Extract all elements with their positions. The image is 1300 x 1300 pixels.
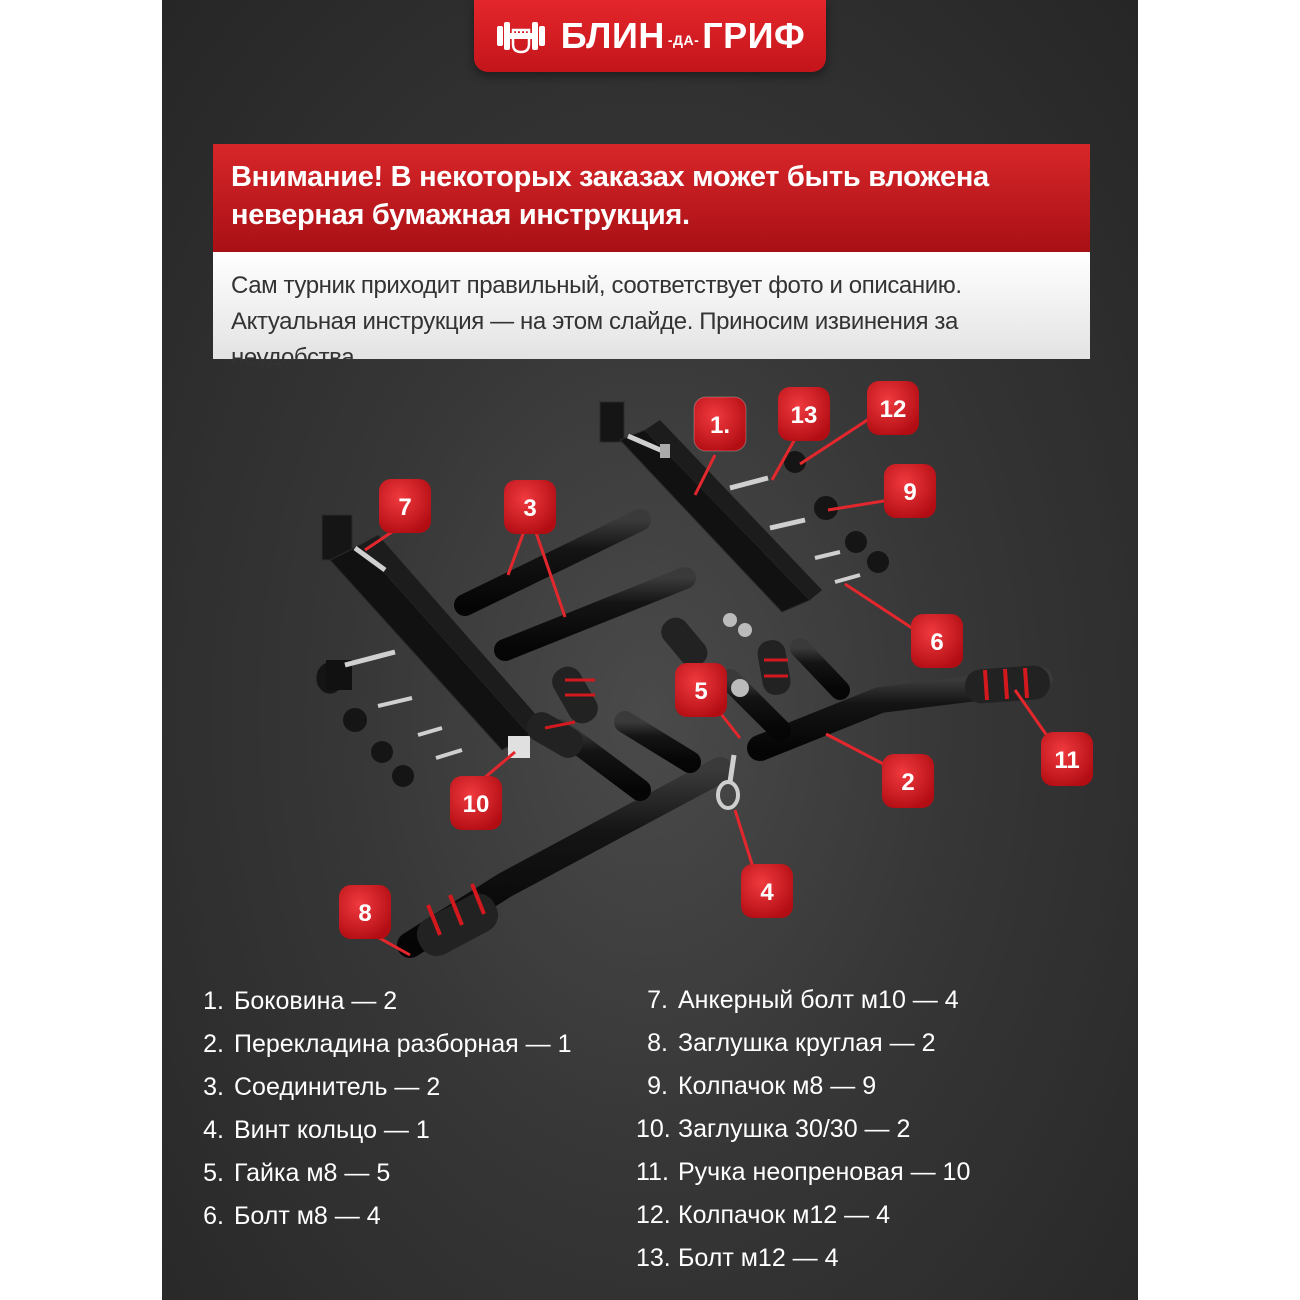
item-number: 9. xyxy=(647,1072,668,1100)
item-number: 2. xyxy=(203,1030,224,1058)
callout-2-label: 2 xyxy=(901,769,915,796)
callout-4-label: 4 xyxy=(760,879,774,906)
callout-12 xyxy=(867,381,919,435)
warning-body: Сам турник приходит правильный, соответствует фото и описанию. Актуальная инструкция — на этом слайде. Приносим извинения за неудобства. xyxy=(213,252,1090,359)
item-label: Винт кольцо — 1 xyxy=(234,1116,430,1144)
brand-part3: ГРИФ xyxy=(702,15,806,56)
brand-part2: -ДА- xyxy=(667,32,700,48)
list-item xyxy=(200,980,571,1023)
item-label: Соединитель — 2 xyxy=(234,1073,441,1101)
item-number: 4. xyxy=(203,1116,224,1144)
item-number: 5. xyxy=(203,1159,224,1187)
callout-6 xyxy=(911,614,963,668)
callout-6-label: 6 xyxy=(930,629,944,656)
item-label: Боковина — 2 xyxy=(234,987,398,1015)
item-label: Болт м8 — 4 xyxy=(234,1202,381,1230)
item-number: 8. xyxy=(647,1029,668,1057)
list-item xyxy=(636,979,970,1022)
dumbbell-fist-icon xyxy=(495,16,547,56)
callout-2 xyxy=(882,754,934,808)
callout-8 xyxy=(339,885,391,939)
list-item xyxy=(200,1066,571,1109)
list-item xyxy=(636,1022,970,1065)
callout-12-label: 12 xyxy=(879,396,907,423)
list-item xyxy=(200,1152,571,1195)
list-item xyxy=(636,1194,970,1237)
item-label: Колпачок м12 — 4 xyxy=(678,1201,890,1229)
brand-name xyxy=(561,15,806,57)
brand-part1: БЛИН xyxy=(560,15,665,56)
callout-3 xyxy=(504,480,556,534)
assembly-diagram xyxy=(162,370,1138,980)
item-label: Гайка м8 — 5 xyxy=(234,1159,391,1187)
warning-title: Внимание! В некоторых заказах может быть вложена неверная бумажная инструкция. xyxy=(213,144,1090,252)
list-item xyxy=(636,1108,970,1151)
list-item xyxy=(636,1151,970,1194)
item-label: Заглушка круглая — 2 xyxy=(678,1029,936,1057)
list-item xyxy=(636,1237,970,1280)
callout-10 xyxy=(450,776,502,830)
item-number: 13. xyxy=(636,1244,671,1272)
callout-1 xyxy=(694,397,746,451)
parts-list-right xyxy=(636,979,970,1280)
callout-11-label: 11 xyxy=(1054,747,1080,774)
list-item xyxy=(636,1065,970,1108)
callout-10-label: 10 xyxy=(462,791,490,818)
callout-5 xyxy=(675,663,727,717)
callout-11 xyxy=(1041,732,1093,786)
callout-9 xyxy=(884,464,936,518)
callout-5-label: 5 xyxy=(694,678,708,705)
item-number: 12. xyxy=(636,1201,671,1229)
item-label: Ручка неопреновая — 10 xyxy=(678,1158,971,1186)
list-item xyxy=(200,1195,571,1238)
item-label: Колпачок м8 — 9 xyxy=(678,1072,877,1100)
callout-7 xyxy=(379,479,431,533)
list-item xyxy=(200,1023,571,1066)
callout-9-label: 9 xyxy=(903,479,917,506)
connector-tubes xyxy=(465,520,685,650)
item-number: 1. xyxy=(203,987,224,1015)
brand-logo xyxy=(474,0,826,72)
callout-7-label: 7 xyxy=(398,494,412,521)
callout-4 xyxy=(741,864,793,918)
item-number: 10. xyxy=(636,1115,671,1143)
parts-list-left xyxy=(200,980,571,1238)
callout-1-label: 1. xyxy=(709,412,731,439)
item-label: Анкерный болт м10 — 4 xyxy=(678,986,959,1014)
item-number: 6. xyxy=(203,1202,224,1230)
callout-13-label: 13 xyxy=(790,402,818,429)
item-label: Болт м12 — 4 xyxy=(678,1244,839,1272)
callout-8-label: 8 xyxy=(358,900,372,927)
list-item xyxy=(200,1109,571,1152)
item-number: 11. xyxy=(636,1158,669,1186)
item-label: Заглушка 30/30 — 2 xyxy=(678,1115,911,1143)
item-label: Перекладина разборная — 1 xyxy=(234,1030,572,1058)
item-number: 7. xyxy=(647,986,668,1014)
callout-13 xyxy=(778,387,830,441)
callout-3-label: 3 xyxy=(523,495,537,522)
item-number: 3. xyxy=(203,1073,224,1101)
